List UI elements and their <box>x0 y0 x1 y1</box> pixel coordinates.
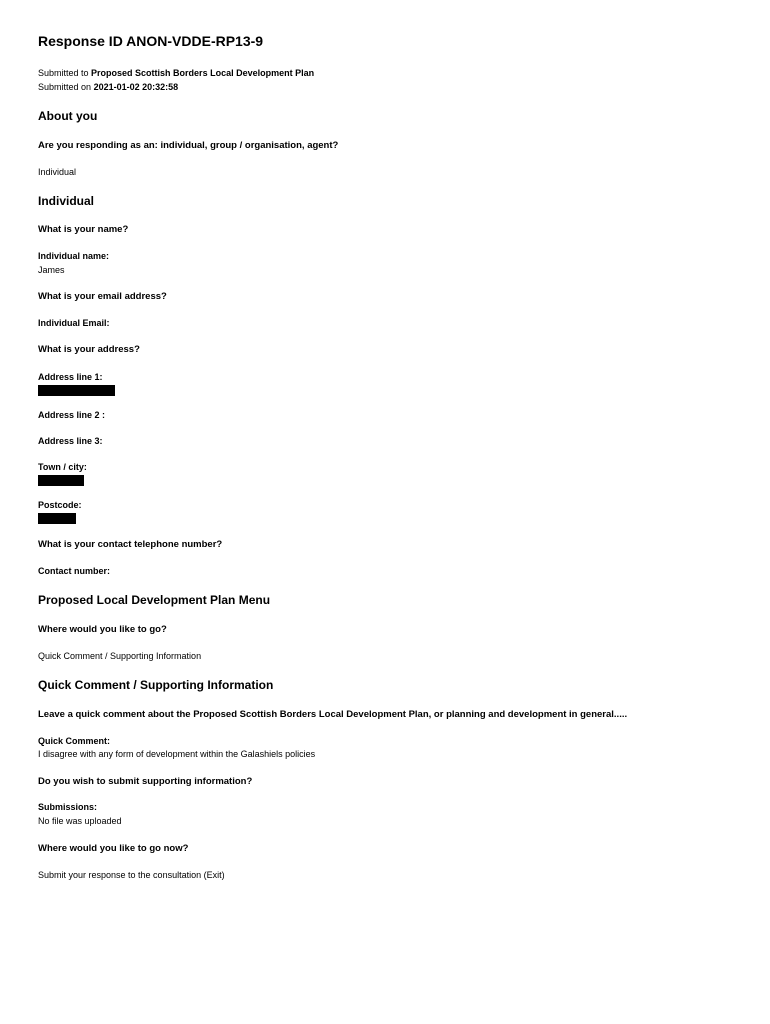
address-question: What is your address? <box>38 344 140 355</box>
submitted-on-line <box>38 82 178 92</box>
submissions-label: Submissions: <box>38 802 98 812</box>
address-line1-redaction <box>38 385 115 396</box>
page-title: Response ID ANON-VDDE-RP13-9 <box>38 33 264 49</box>
menu-question: Where would you like to go? <box>38 624 167 635</box>
email-label: Individual Email: <box>38 318 110 328</box>
phone-question: What is your contact telephone number? <box>38 539 223 550</box>
menu-answer: Quick Comment / Supporting Information <box>38 651 202 661</box>
supporting-info-question: Do you wish to submit supporting information? <box>38 776 253 787</box>
address-line1-label: Address line 1: <box>38 372 103 382</box>
phone-label: Contact number: <box>38 566 110 576</box>
quick-comment-label: Quick Comment: <box>38 736 111 746</box>
submitted-on-prefix: Submitted on <box>38 82 92 92</box>
submitted-on-value: 2021-01-02 20:32:58 <box>93 82 179 92</box>
name-value: James <box>38 265 65 275</box>
respondent-type-question: Are you responding as an: individual, group / organisation, agent? <box>38 140 339 151</box>
submitted-to-prefix: Submitted to <box>38 68 89 78</box>
quick-comment-value: I disagree with any form of development within the Galashiels policies <box>38 749 316 759</box>
email-question: What is your email address? <box>38 291 167 302</box>
next-step-answer: Submit your response to the consultation (Exit) <box>38 870 225 880</box>
individual-heading: Individual <box>38 194 95 208</box>
postcode-label: Postcode: <box>38 500 82 510</box>
submissions-value: No file was uploaded <box>38 816 122 826</box>
town-redaction <box>38 475 84 486</box>
quick-comment-heading: Quick Comment / Supporting Information <box>38 678 274 692</box>
address-line2-label: Address line 2 : <box>38 410 106 420</box>
address-line3-label: Address line 3: <box>38 436 103 446</box>
about-you-heading: About you <box>38 109 98 123</box>
menu-heading: Proposed Local Development Plan Menu <box>38 593 271 607</box>
submitted-to-line <box>38 68 314 78</box>
submitted-to-value: Proposed Scottish Borders Local Development Plan <box>91 68 315 78</box>
next-step-question: Where would you like to go now? <box>38 843 189 854</box>
postcode-redaction <box>38 513 76 524</box>
name-question: What is your name? <box>38 224 129 235</box>
quick-comment-question: Leave a quick comment about the Proposed Scottish Borders Local Development Plan, or planning and development in general..... <box>38 709 628 720</box>
town-label: Town / city: <box>38 462 87 472</box>
name-label: Individual name: <box>38 251 110 261</box>
respondent-type-answer: Individual <box>38 167 77 177</box>
